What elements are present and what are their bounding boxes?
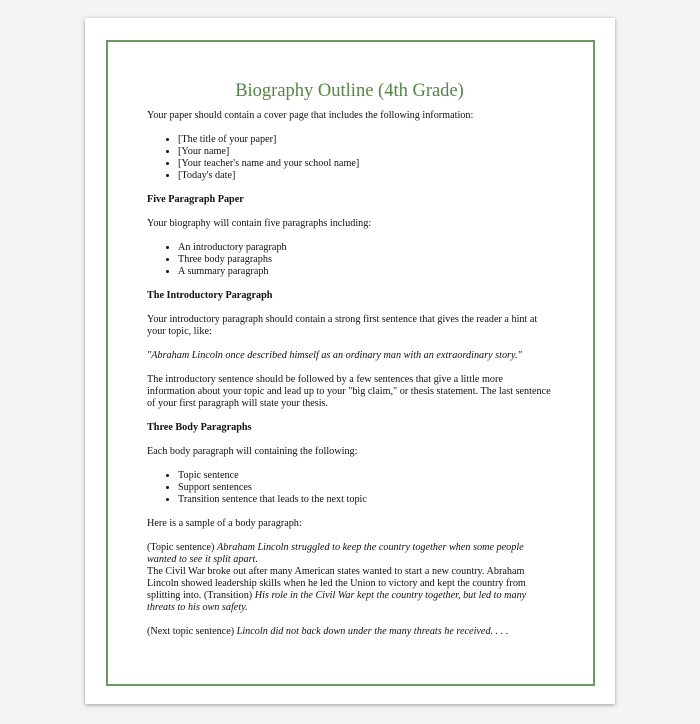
list-item: • A summary paragraph [178,266,552,278]
next-label: (Next topic sentence) [147,626,235,637]
example-quote: "Abraham Lincoln once described himself as an ordinary man with an extraordinary story." [147,350,522,361]
body-intro: Each body paragraph will containing the following: [147,446,358,457]
list-item: • [The title of your paper] [178,134,552,146]
section-heading-body: Three Body Paragraphs [147,422,252,433]
document-title: Biography Outline (4th Grade) [235,81,464,101]
introductory-text: Your introductory paragraph should contain a strong first sentence that gives the reader a hint at your topic, like: [147,314,538,337]
list-item: • [Your name] [178,146,552,158]
topic-text: Abraham Lincoln struggled to keep the country together when some people wanted to see it split apart. [147,542,524,565]
list-item: • [Your teacher's name and your school name] [178,158,552,170]
transition-label: (Transition) [203,590,253,601]
cover-list [147,134,552,182]
support-text: The Civil War broke out after many American states wanted to start a new country. Abraham Lincoln showed leadership skills when he led the Union to victory and kept the country from splitting into. [147,566,526,601]
list-item: • Transition sentence that leads to the next topic [178,494,552,506]
sample-support [147,566,552,614]
sample-intro: Here is a sample of a body paragraph: [147,518,302,529]
list-item: • An introductory paragraph [178,242,552,254]
five-paragraph-intro: Your biography will contain five paragraphs including: [147,218,372,229]
sample-topic-sentence [147,542,552,566]
body-list [147,470,552,506]
list-item: • [Today's date] [178,170,552,182]
document-content [147,80,552,650]
transition-text: His role in the Civil War kept the country together, but led to many threats to his own safety. [147,590,527,613]
document-page [85,18,615,704]
section-heading-introductory: The Introductory Paragraph [147,290,273,301]
five-paragraph-list [147,242,552,278]
next-text: Lincoln did not back down under the many threats he received. . . . [236,626,509,637]
list-item: • Topic sentence [178,470,552,482]
introductory-followup: The introductory sentence should be followed by a few sentences that give a little more information about your topic and lead up to your "big claim," or thesis statement. The last sentence of your first paragraph will state your thesis. [147,374,551,409]
sample-next-topic [147,626,552,638]
list-item: • Support sentences [178,482,552,494]
list-item: • Three body paragraphs [178,254,552,266]
section-heading-five-paragraph: Five Paragraph Paper [147,194,244,205]
topic-label: (Topic sentence) [147,542,215,553]
cover-intro: Your paper should contain a cover page that includes the following information: [147,110,474,121]
